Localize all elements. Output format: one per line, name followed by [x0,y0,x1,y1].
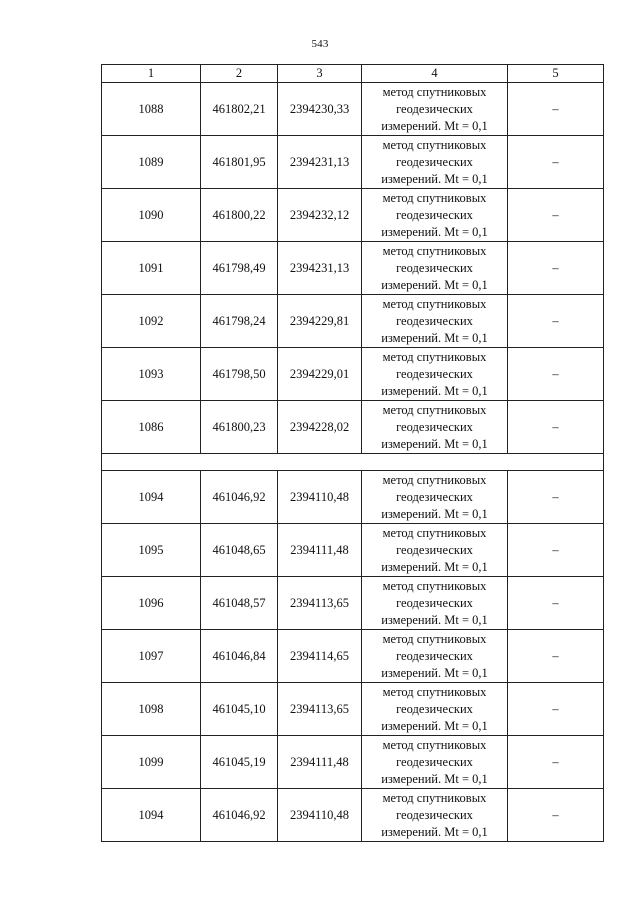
x-coordinate-cell: 461045,19 [201,736,278,789]
method-line: измерений. Mt = 0,1 [381,330,488,345]
method-cell [362,189,508,242]
x-coordinate-cell: 461798,49 [201,242,278,295]
x-coordinate-cell: 461046,84 [201,630,278,683]
table-row [102,789,604,842]
method-cell [362,630,508,683]
note-cell: – [508,83,604,136]
method-cell [362,348,508,401]
y-coordinate-cell: 2394114,65 [278,630,362,683]
method-line: измерений. Mt = 0,1 [381,612,488,627]
point-number-cell: 1086 [102,401,201,454]
method-line: метод спутниковых [382,137,487,152]
method-line: геодезических [396,754,473,769]
separator-cell [102,454,604,471]
method-line: метод спутниковых [382,737,487,752]
method-cell [362,789,508,842]
x-coordinate-cell: 461046,92 [201,789,278,842]
table-row [102,577,604,630]
column-header-2: 2 [201,65,278,83]
table-row [102,736,604,789]
method-line: метод спутниковых [382,402,487,417]
method-line: метод спутниковых [382,631,487,646]
table-row [102,630,604,683]
y-coordinate-cell: 2394228,02 [278,401,362,454]
x-coordinate-cell: 461800,22 [201,189,278,242]
note-cell: – [508,683,604,736]
note-cell: – [508,630,604,683]
column-header-4: 4 [362,65,508,83]
y-coordinate-cell: 2394111,48 [278,524,362,577]
point-number-cell: 1092 [102,295,201,348]
method-line: метод спутниковых [382,296,487,311]
method-cell [362,83,508,136]
point-number-cell: 1096 [102,577,201,630]
table-row [102,348,604,401]
method-line: измерений. Mt = 0,1 [381,718,488,733]
y-coordinate-cell: 2394230,33 [278,83,362,136]
method-line: геодезических [396,595,473,610]
method-cell [362,524,508,577]
method-line: измерений. Mt = 0,1 [381,224,488,239]
note-cell: – [508,524,604,577]
table-row [102,136,604,189]
note-cell: – [508,295,604,348]
method-cell [362,577,508,630]
method-line: геодезических [396,154,473,169]
table-row [102,524,604,577]
method-line: геодезических [396,419,473,434]
y-coordinate-cell: 2394229,01 [278,348,362,401]
point-number-cell: 1095 [102,524,201,577]
x-coordinate-cell: 461045,10 [201,683,278,736]
method-line: измерений. Mt = 0,1 [381,824,488,839]
x-coordinate-cell: 461800,23 [201,401,278,454]
method-cell [362,295,508,348]
method-line: геодезических [396,489,473,504]
method-line: метод спутниковых [382,84,487,99]
column-header-5: 5 [508,65,604,83]
method-line: метод спутниковых [382,684,487,699]
point-number-cell: 1094 [102,789,201,842]
method-line: геодезических [396,366,473,381]
method-line: измерений. Mt = 0,1 [381,383,488,398]
point-number-cell: 1097 [102,630,201,683]
method-cell [362,471,508,524]
x-coordinate-cell: 461802,21 [201,83,278,136]
method-cell [362,136,508,189]
x-coordinate-cell: 461048,65 [201,524,278,577]
method-line: геодезических [396,313,473,328]
point-number-cell: 1091 [102,242,201,295]
x-coordinate-cell: 461048,57 [201,577,278,630]
method-cell [362,683,508,736]
method-line: геодезических [396,542,473,557]
method-line: геодезических [396,648,473,663]
method-cell [362,736,508,789]
note-cell: – [508,789,604,842]
method-line: измерений. Mt = 0,1 [381,118,488,133]
table-row [102,242,604,295]
table-row [102,295,604,348]
table-row [102,189,604,242]
method-line: метод спутниковых [382,578,487,593]
method-line: измерений. Mt = 0,1 [381,771,488,786]
point-number-cell: 1088 [102,83,201,136]
note-cell: – [508,471,604,524]
point-number-cell: 1098 [102,683,201,736]
y-coordinate-cell: 2394113,65 [278,577,362,630]
method-line: метод спутниковых [382,472,487,487]
method-line: измерений. Mt = 0,1 [381,277,488,292]
point-number-cell: 1099 [102,736,201,789]
method-line: геодезических [396,207,473,222]
y-coordinate-cell: 2394231,13 [278,242,362,295]
y-coordinate-cell: 2394110,48 [278,471,362,524]
header-row [102,65,604,83]
point-number-cell: 1093 [102,348,201,401]
y-coordinate-cell: 2394113,65 [278,683,362,736]
point-number-cell: 1090 [102,189,201,242]
table-row [102,683,604,736]
method-line: геодезических [396,260,473,275]
y-coordinate-cell: 2394111,48 [278,736,362,789]
note-cell: – [508,736,604,789]
page-number: 543 [311,38,329,50]
method-line: измерений. Mt = 0,1 [381,559,488,574]
method-line: геодезических [396,807,473,822]
method-line: измерений. Mt = 0,1 [381,171,488,186]
method-line: геодезических [396,701,473,716]
x-coordinate-cell: 461798,50 [201,348,278,401]
y-coordinate-cell: 2394110,48 [278,789,362,842]
table-row [102,401,604,454]
table-row [102,83,604,136]
method-line: метод спутниковых [382,349,487,364]
method-line: измерений. Mt = 0,1 [381,506,488,521]
method-line: измерений. Mt = 0,1 [381,436,488,451]
table-row [102,471,604,524]
separator-row [102,454,604,471]
method-cell [362,401,508,454]
method-cell [362,242,508,295]
method-line: геодезических [396,101,473,116]
note-cell: – [508,401,604,454]
y-coordinate-cell: 2394231,13 [278,136,362,189]
note-cell: – [508,348,604,401]
y-coordinate-cell: 2394229,81 [278,295,362,348]
method-line: измерений. Mt = 0,1 [381,665,488,680]
method-line: метод спутниковых [382,243,487,258]
coordinates-table [101,64,604,842]
point-number-cell: 1089 [102,136,201,189]
method-line: метод спутниковых [382,525,487,540]
x-coordinate-cell: 461798,24 [201,295,278,348]
column-header-3: 3 [278,65,362,83]
x-coordinate-cell: 461046,92 [201,471,278,524]
y-coordinate-cell: 2394232,12 [278,189,362,242]
point-number-cell: 1094 [102,471,201,524]
method-line: метод спутниковых [382,190,487,205]
note-cell: – [508,577,604,630]
note-cell: – [508,189,604,242]
note-cell: – [508,136,604,189]
x-coordinate-cell: 461801,95 [201,136,278,189]
column-header-1: 1 [102,65,201,83]
note-cell: – [508,242,604,295]
method-line: метод спутниковых [382,790,487,805]
